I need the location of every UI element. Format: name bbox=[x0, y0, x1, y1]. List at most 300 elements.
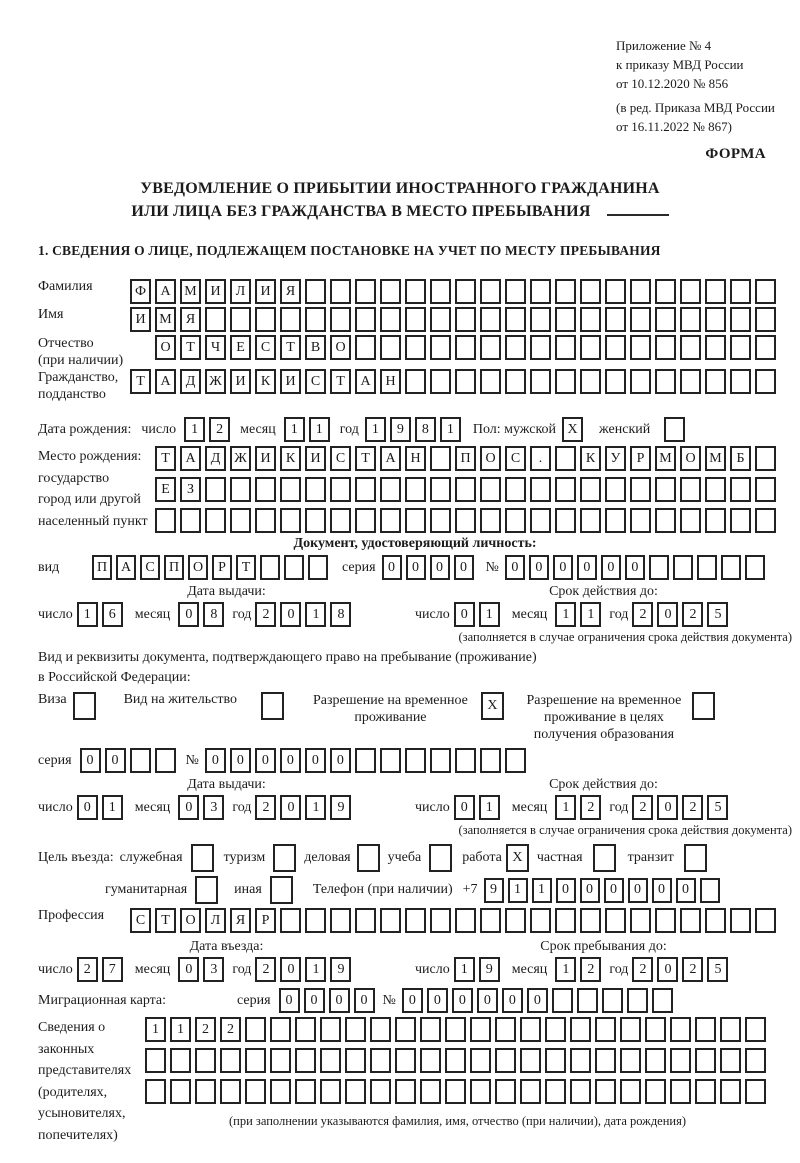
form-cell[interactable] bbox=[570, 1048, 591, 1073]
form-cell[interactable]: И bbox=[255, 446, 276, 471]
form-cell[interactable] bbox=[308, 555, 328, 580]
form-cell[interactable]: Л bbox=[205, 908, 226, 933]
form-cell[interactable] bbox=[630, 279, 651, 304]
form-cell[interactable]: 0 bbox=[280, 957, 301, 982]
form-cell[interactable] bbox=[470, 1017, 491, 1042]
form-cell[interactable]: 0 bbox=[330, 748, 351, 773]
form-cell[interactable]: 1 bbox=[580, 602, 601, 627]
form-cell[interactable] bbox=[555, 335, 576, 360]
form-cell[interactable]: 1 bbox=[555, 957, 576, 982]
form-cell[interactable] bbox=[580, 369, 601, 394]
form-cell[interactable]: . bbox=[530, 446, 551, 471]
form-cell[interactable]: 0 bbox=[454, 795, 475, 820]
form-cell[interactable]: С bbox=[505, 446, 526, 471]
form-cell[interactable]: 5 bbox=[707, 602, 728, 627]
form-cell[interactable]: 1 bbox=[145, 1017, 166, 1042]
form-cell[interactable]: 0 bbox=[628, 878, 648, 903]
form-cell[interactable]: О bbox=[188, 555, 208, 580]
form-cell[interactable] bbox=[480, 279, 501, 304]
form-cell[interactable]: Е bbox=[230, 335, 251, 360]
form-cell[interactable] bbox=[205, 307, 226, 332]
form-cell[interactable]: И bbox=[255, 279, 276, 304]
form-cell[interactable] bbox=[480, 307, 501, 332]
form-cell[interactable] bbox=[380, 508, 401, 533]
form-cell[interactable] bbox=[595, 1017, 616, 1042]
form-cell[interactable] bbox=[480, 908, 501, 933]
form-cell[interactable]: Т bbox=[155, 908, 176, 933]
form-cell[interactable]: О bbox=[155, 335, 176, 360]
form-cell[interactable] bbox=[445, 1048, 466, 1073]
form-cell[interactable]: З bbox=[180, 477, 201, 502]
form-cell[interactable]: Н bbox=[405, 446, 426, 471]
form-cell[interactable] bbox=[530, 279, 551, 304]
form-cell[interactable] bbox=[261, 692, 284, 720]
form-cell[interactable]: Т bbox=[180, 335, 201, 360]
form-cell[interactable] bbox=[295, 1079, 316, 1104]
form-cell[interactable]: 0 bbox=[329, 988, 350, 1013]
form-cell[interactable]: А bbox=[180, 446, 201, 471]
form-cell[interactable] bbox=[602, 988, 623, 1013]
form-cell[interactable]: И bbox=[305, 446, 326, 471]
form-cell[interactable] bbox=[205, 508, 226, 533]
form-cell[interactable]: О bbox=[480, 446, 501, 471]
form-cell[interactable]: 0 bbox=[304, 988, 325, 1013]
form-cell[interactable] bbox=[495, 1079, 516, 1104]
form-cell[interactable] bbox=[645, 1048, 666, 1073]
form-cell[interactable] bbox=[605, 279, 626, 304]
form-cell[interactable]: 2 bbox=[195, 1017, 216, 1042]
form-cell[interactable] bbox=[730, 279, 751, 304]
form-cell[interactable]: 2 bbox=[682, 957, 703, 982]
form-cell[interactable]: 0 bbox=[505, 555, 525, 580]
form-cell[interactable] bbox=[627, 988, 648, 1013]
form-cell[interactable] bbox=[255, 307, 276, 332]
form-cell[interactable]: М bbox=[180, 279, 201, 304]
form-cell[interactable] bbox=[470, 1079, 491, 1104]
form-cell[interactable]: 5 bbox=[707, 957, 728, 982]
form-cell[interactable]: О bbox=[180, 908, 201, 933]
form-cell[interactable] bbox=[580, 279, 601, 304]
form-cell[interactable] bbox=[505, 508, 526, 533]
form-cell[interactable] bbox=[320, 1017, 341, 1042]
form-cell[interactable]: X bbox=[481, 692, 504, 720]
form-cell[interactable]: 1 bbox=[305, 957, 326, 982]
form-cell[interactable] bbox=[280, 508, 301, 533]
form-cell[interactable] bbox=[270, 1017, 291, 1042]
form-cell[interactable] bbox=[580, 477, 601, 502]
form-cell[interactable] bbox=[380, 279, 401, 304]
form-cell[interactable] bbox=[655, 908, 676, 933]
form-cell[interactable] bbox=[721, 555, 741, 580]
form-cell[interactable] bbox=[545, 1079, 566, 1104]
form-cell[interactable] bbox=[370, 1079, 391, 1104]
form-cell[interactable]: 0 bbox=[580, 878, 600, 903]
form-cell[interactable]: 0 bbox=[657, 795, 678, 820]
form-cell[interactable] bbox=[430, 307, 451, 332]
form-cell[interactable] bbox=[655, 477, 676, 502]
form-cell[interactable]: Р bbox=[255, 908, 276, 933]
form-cell[interactable]: 3 bbox=[203, 795, 224, 820]
form-cell[interactable] bbox=[405, 369, 426, 394]
form-cell[interactable] bbox=[180, 508, 201, 533]
form-cell[interactable] bbox=[755, 369, 776, 394]
form-cell[interactable]: 2 bbox=[220, 1017, 241, 1042]
form-cell[interactable]: 1 bbox=[305, 602, 326, 627]
form-cell[interactable] bbox=[655, 369, 676, 394]
form-cell[interactable] bbox=[595, 1079, 616, 1104]
form-cell[interactable]: 0 bbox=[625, 555, 645, 580]
form-cell[interactable] bbox=[655, 335, 676, 360]
form-cell[interactable] bbox=[320, 1079, 341, 1104]
form-cell[interactable]: С bbox=[305, 369, 326, 394]
form-cell[interactable] bbox=[720, 1048, 741, 1073]
form-cell[interactable] bbox=[355, 477, 376, 502]
form-cell[interactable]: И bbox=[280, 369, 301, 394]
form-cell[interactable] bbox=[273, 844, 296, 872]
form-cell[interactable]: 0 bbox=[553, 555, 573, 580]
form-cell[interactable] bbox=[630, 307, 651, 332]
form-cell[interactable] bbox=[680, 369, 701, 394]
form-cell[interactable] bbox=[705, 477, 726, 502]
form-cell[interactable] bbox=[670, 1017, 691, 1042]
form-cell[interactable] bbox=[570, 1079, 591, 1104]
form-cell[interactable]: А bbox=[155, 279, 176, 304]
form-cell[interactable] bbox=[670, 1048, 691, 1073]
form-cell[interactable]: 2 bbox=[255, 957, 276, 982]
form-cell[interactable] bbox=[680, 908, 701, 933]
form-cell[interactable] bbox=[305, 908, 326, 933]
form-cell[interactable] bbox=[220, 1079, 241, 1104]
form-cell[interactable]: 0 bbox=[305, 748, 326, 773]
form-cell[interactable] bbox=[630, 908, 651, 933]
form-cell[interactable] bbox=[673, 555, 693, 580]
form-cell[interactable]: 0 bbox=[230, 748, 251, 773]
form-cell[interactable]: 0 bbox=[657, 602, 678, 627]
form-cell[interactable] bbox=[705, 508, 726, 533]
form-cell[interactable]: 1 bbox=[102, 795, 123, 820]
form-cell[interactable] bbox=[680, 508, 701, 533]
form-cell[interactable]: 0 bbox=[402, 988, 423, 1013]
form-cell[interactable] bbox=[545, 1048, 566, 1073]
form-cell[interactable]: 1 bbox=[479, 795, 500, 820]
form-cell[interactable]: 2 bbox=[632, 602, 653, 627]
form-cell[interactable] bbox=[430, 369, 451, 394]
form-cell[interactable] bbox=[755, 908, 776, 933]
form-cell[interactable]: 0 bbox=[279, 988, 300, 1013]
form-cell[interactable] bbox=[405, 908, 426, 933]
form-cell[interactable] bbox=[755, 508, 776, 533]
form-cell[interactable]: Е bbox=[155, 477, 176, 502]
form-cell[interactable] bbox=[380, 335, 401, 360]
form-cell[interactable]: 0 bbox=[77, 795, 98, 820]
form-cell[interactable] bbox=[745, 1017, 766, 1042]
form-cell[interactable] bbox=[420, 1017, 441, 1042]
form-cell[interactable] bbox=[593, 844, 616, 872]
form-cell[interactable] bbox=[230, 508, 251, 533]
form-cell[interactable]: Я bbox=[230, 908, 251, 933]
form-cell[interactable] bbox=[580, 335, 601, 360]
form-cell[interactable] bbox=[320, 1048, 341, 1073]
form-cell[interactable] bbox=[655, 279, 676, 304]
form-cell[interactable] bbox=[755, 335, 776, 360]
form-cell[interactable]: 8 bbox=[330, 602, 351, 627]
form-cell[interactable]: Т bbox=[130, 369, 151, 394]
form-cell[interactable] bbox=[720, 1079, 741, 1104]
form-cell[interactable] bbox=[480, 335, 501, 360]
form-cell[interactable] bbox=[720, 1017, 741, 1042]
form-cell[interactable]: А bbox=[155, 369, 176, 394]
form-cell[interactable]: 0 bbox=[406, 555, 426, 580]
form-cell[interactable] bbox=[680, 307, 701, 332]
form-cell[interactable]: Т bbox=[155, 446, 176, 471]
form-cell[interactable]: Т bbox=[330, 369, 351, 394]
form-cell[interactable] bbox=[580, 307, 601, 332]
form-cell[interactable]: 0 bbox=[205, 748, 226, 773]
form-cell[interactable] bbox=[145, 1048, 166, 1073]
form-cell[interactable]: 0 bbox=[454, 602, 475, 627]
form-cell[interactable] bbox=[270, 1079, 291, 1104]
form-cell[interactable] bbox=[530, 307, 551, 332]
form-cell[interactable] bbox=[245, 1079, 266, 1104]
form-cell[interactable] bbox=[530, 508, 551, 533]
form-cell[interactable] bbox=[577, 988, 598, 1013]
form-cell[interactable] bbox=[680, 279, 701, 304]
form-cell[interactable] bbox=[620, 1079, 641, 1104]
form-cell[interactable] bbox=[630, 508, 651, 533]
form-cell[interactable]: 9 bbox=[390, 417, 411, 442]
form-cell[interactable] bbox=[530, 369, 551, 394]
form-cell[interactable] bbox=[255, 477, 276, 502]
form-cell[interactable]: 2 bbox=[632, 957, 653, 982]
form-cell[interactable]: 3 bbox=[203, 957, 224, 982]
form-cell[interactable] bbox=[755, 279, 776, 304]
form-cell[interactable] bbox=[195, 1048, 216, 1073]
form-cell[interactable] bbox=[620, 1017, 641, 1042]
form-cell[interactable] bbox=[505, 477, 526, 502]
form-cell[interactable]: Ж bbox=[230, 446, 251, 471]
form-cell[interactable]: 1 bbox=[532, 878, 552, 903]
form-cell[interactable] bbox=[505, 279, 526, 304]
form-cell[interactable]: Р bbox=[212, 555, 232, 580]
form-cell[interactable] bbox=[405, 748, 426, 773]
form-cell[interactable] bbox=[280, 307, 301, 332]
form-cell[interactable] bbox=[705, 369, 726, 394]
form-cell[interactable]: 8 bbox=[203, 602, 224, 627]
form-cell[interactable]: О bbox=[680, 446, 701, 471]
form-cell[interactable]: 1 bbox=[508, 878, 528, 903]
form-cell[interactable]: 0 bbox=[178, 957, 199, 982]
form-cell[interactable] bbox=[305, 477, 326, 502]
form-cell[interactable] bbox=[420, 1079, 441, 1104]
form-cell[interactable] bbox=[455, 908, 476, 933]
form-cell[interactable] bbox=[655, 508, 676, 533]
form-cell[interactable] bbox=[455, 508, 476, 533]
form-cell[interactable]: И bbox=[130, 307, 151, 332]
form-cell[interactable] bbox=[570, 1017, 591, 1042]
form-cell[interactable] bbox=[555, 369, 576, 394]
form-cell[interactable] bbox=[505, 908, 526, 933]
form-cell[interactable] bbox=[255, 508, 276, 533]
form-cell[interactable]: Л bbox=[230, 279, 251, 304]
form-cell[interactable]: 1 bbox=[184, 417, 205, 442]
form-cell[interactable] bbox=[745, 555, 765, 580]
form-cell[interactable]: 9 bbox=[484, 878, 504, 903]
form-cell[interactable] bbox=[745, 1079, 766, 1104]
form-cell[interactable] bbox=[405, 307, 426, 332]
form-cell[interactable] bbox=[684, 844, 707, 872]
form-cell[interactable]: 2 bbox=[682, 602, 703, 627]
form-cell[interactable]: С bbox=[330, 446, 351, 471]
form-cell[interactable]: М bbox=[655, 446, 676, 471]
form-cell[interactable]: 2 bbox=[682, 795, 703, 820]
form-cell[interactable] bbox=[305, 307, 326, 332]
form-cell[interactable] bbox=[370, 1048, 391, 1073]
form-cell[interactable] bbox=[405, 335, 426, 360]
form-cell[interactable] bbox=[630, 477, 651, 502]
form-cell[interactable]: П bbox=[455, 446, 476, 471]
form-cell[interactable]: 9 bbox=[479, 957, 500, 982]
form-cell[interactable] bbox=[730, 369, 751, 394]
form-cell[interactable] bbox=[480, 477, 501, 502]
form-cell[interactable]: 0 bbox=[657, 957, 678, 982]
form-cell[interactable] bbox=[755, 446, 776, 471]
form-cell[interactable] bbox=[730, 477, 751, 502]
form-cell[interactable]: 0 bbox=[454, 555, 474, 580]
form-cell[interactable] bbox=[245, 1017, 266, 1042]
form-cell[interactable]: 7 bbox=[102, 957, 123, 982]
form-cell[interactable] bbox=[755, 307, 776, 332]
form-cell[interactable]: 0 bbox=[105, 748, 126, 773]
form-cell[interactable]: О bbox=[330, 335, 351, 360]
form-cell[interactable] bbox=[430, 446, 451, 471]
form-cell[interactable] bbox=[705, 908, 726, 933]
form-cell[interactable] bbox=[520, 1017, 541, 1042]
form-cell[interactable]: Т bbox=[236, 555, 256, 580]
form-cell[interactable] bbox=[695, 1017, 716, 1042]
form-cell[interactable]: 2 bbox=[209, 417, 230, 442]
form-cell[interactable] bbox=[205, 477, 226, 502]
form-cell[interactable]: 0 bbox=[178, 602, 199, 627]
form-cell[interactable] bbox=[395, 1079, 416, 1104]
form-cell[interactable] bbox=[730, 307, 751, 332]
form-cell[interactable] bbox=[700, 878, 720, 903]
form-cell[interactable] bbox=[280, 477, 301, 502]
form-cell[interactable]: С bbox=[255, 335, 276, 360]
form-cell[interactable] bbox=[420, 1048, 441, 1073]
form-cell[interactable] bbox=[195, 1079, 216, 1104]
form-cell[interactable]: И bbox=[205, 279, 226, 304]
form-cell[interactable]: 2 bbox=[580, 795, 601, 820]
form-cell[interactable] bbox=[695, 1079, 716, 1104]
form-cell[interactable]: 1 bbox=[555, 795, 576, 820]
form-cell[interactable] bbox=[280, 908, 301, 933]
form-cell[interactable]: 0 bbox=[427, 988, 448, 1013]
form-cell[interactable]: В bbox=[305, 335, 326, 360]
form-cell[interactable] bbox=[395, 1017, 416, 1042]
form-cell[interactable] bbox=[155, 508, 176, 533]
form-cell[interactable] bbox=[555, 508, 576, 533]
form-cell[interactable]: 1 bbox=[309, 417, 330, 442]
form-cell[interactable]: 0 bbox=[354, 988, 375, 1013]
form-cell[interactable]: 1 bbox=[284, 417, 305, 442]
form-cell[interactable] bbox=[480, 508, 501, 533]
form-cell[interactable]: 2 bbox=[77, 957, 98, 982]
form-cell[interactable] bbox=[355, 908, 376, 933]
form-cell[interactable]: 1 bbox=[365, 417, 386, 442]
form-cell[interactable] bbox=[380, 748, 401, 773]
form-cell[interactable] bbox=[430, 908, 451, 933]
form-cell[interactable] bbox=[480, 369, 501, 394]
form-cell[interactable]: Д bbox=[205, 446, 226, 471]
form-cell[interactable]: П bbox=[164, 555, 184, 580]
form-cell[interactable]: Т bbox=[355, 446, 376, 471]
form-cell[interactable]: И bbox=[230, 369, 251, 394]
form-cell[interactable]: 0 bbox=[452, 988, 473, 1013]
form-cell[interactable]: М bbox=[155, 307, 176, 332]
form-cell[interactable]: 0 bbox=[527, 988, 548, 1013]
form-cell[interactable]: 0 bbox=[529, 555, 549, 580]
form-cell[interactable] bbox=[73, 692, 96, 720]
form-cell[interactable]: 2 bbox=[580, 957, 601, 982]
form-cell[interactable] bbox=[692, 692, 715, 720]
form-cell[interactable]: М bbox=[705, 446, 726, 471]
form-cell[interactable]: X bbox=[506, 844, 529, 872]
form-cell[interactable]: 0 bbox=[577, 555, 597, 580]
form-cell[interactable] bbox=[355, 748, 376, 773]
form-cell[interactable] bbox=[630, 335, 651, 360]
form-cell[interactable]: 5 bbox=[707, 795, 728, 820]
form-cell[interactable]: 0 bbox=[604, 878, 624, 903]
form-cell[interactable] bbox=[195, 876, 218, 904]
form-cell[interactable]: Ф bbox=[130, 279, 151, 304]
form-cell[interactable] bbox=[405, 477, 426, 502]
form-cell[interactable] bbox=[530, 335, 551, 360]
form-cell[interactable] bbox=[430, 279, 451, 304]
form-cell[interactable] bbox=[695, 1048, 716, 1073]
form-cell[interactable] bbox=[580, 508, 601, 533]
form-cell[interactable] bbox=[605, 477, 626, 502]
form-cell[interactable]: 2 bbox=[255, 795, 276, 820]
form-cell[interactable] bbox=[155, 748, 176, 773]
form-cell[interactable] bbox=[245, 1048, 266, 1073]
form-cell[interactable] bbox=[455, 477, 476, 502]
form-cell[interactable] bbox=[355, 279, 376, 304]
form-cell[interactable] bbox=[552, 988, 573, 1013]
form-cell[interactable]: К bbox=[280, 446, 301, 471]
form-cell[interactable] bbox=[330, 279, 351, 304]
form-cell[interactable] bbox=[480, 748, 501, 773]
form-cell[interactable] bbox=[455, 279, 476, 304]
form-cell[interactable]: 0 bbox=[676, 878, 696, 903]
form-cell[interactable] bbox=[605, 508, 626, 533]
form-cell[interactable] bbox=[645, 1017, 666, 1042]
form-cell[interactable] bbox=[260, 555, 280, 580]
form-cell[interactable] bbox=[305, 508, 326, 533]
form-cell[interactable] bbox=[505, 369, 526, 394]
form-cell[interactable] bbox=[455, 335, 476, 360]
form-cell[interactable] bbox=[595, 1048, 616, 1073]
form-cell[interactable] bbox=[455, 369, 476, 394]
form-cell[interactable]: 0 bbox=[601, 555, 621, 580]
form-cell[interactable]: К bbox=[255, 369, 276, 394]
form-cell[interactable] bbox=[505, 335, 526, 360]
form-cell[interactable] bbox=[230, 307, 251, 332]
form-cell[interactable]: 1 bbox=[305, 795, 326, 820]
form-cell[interactable] bbox=[355, 335, 376, 360]
form-cell[interactable] bbox=[705, 335, 726, 360]
form-cell[interactable] bbox=[555, 446, 576, 471]
form-cell[interactable]: 0 bbox=[178, 795, 199, 820]
